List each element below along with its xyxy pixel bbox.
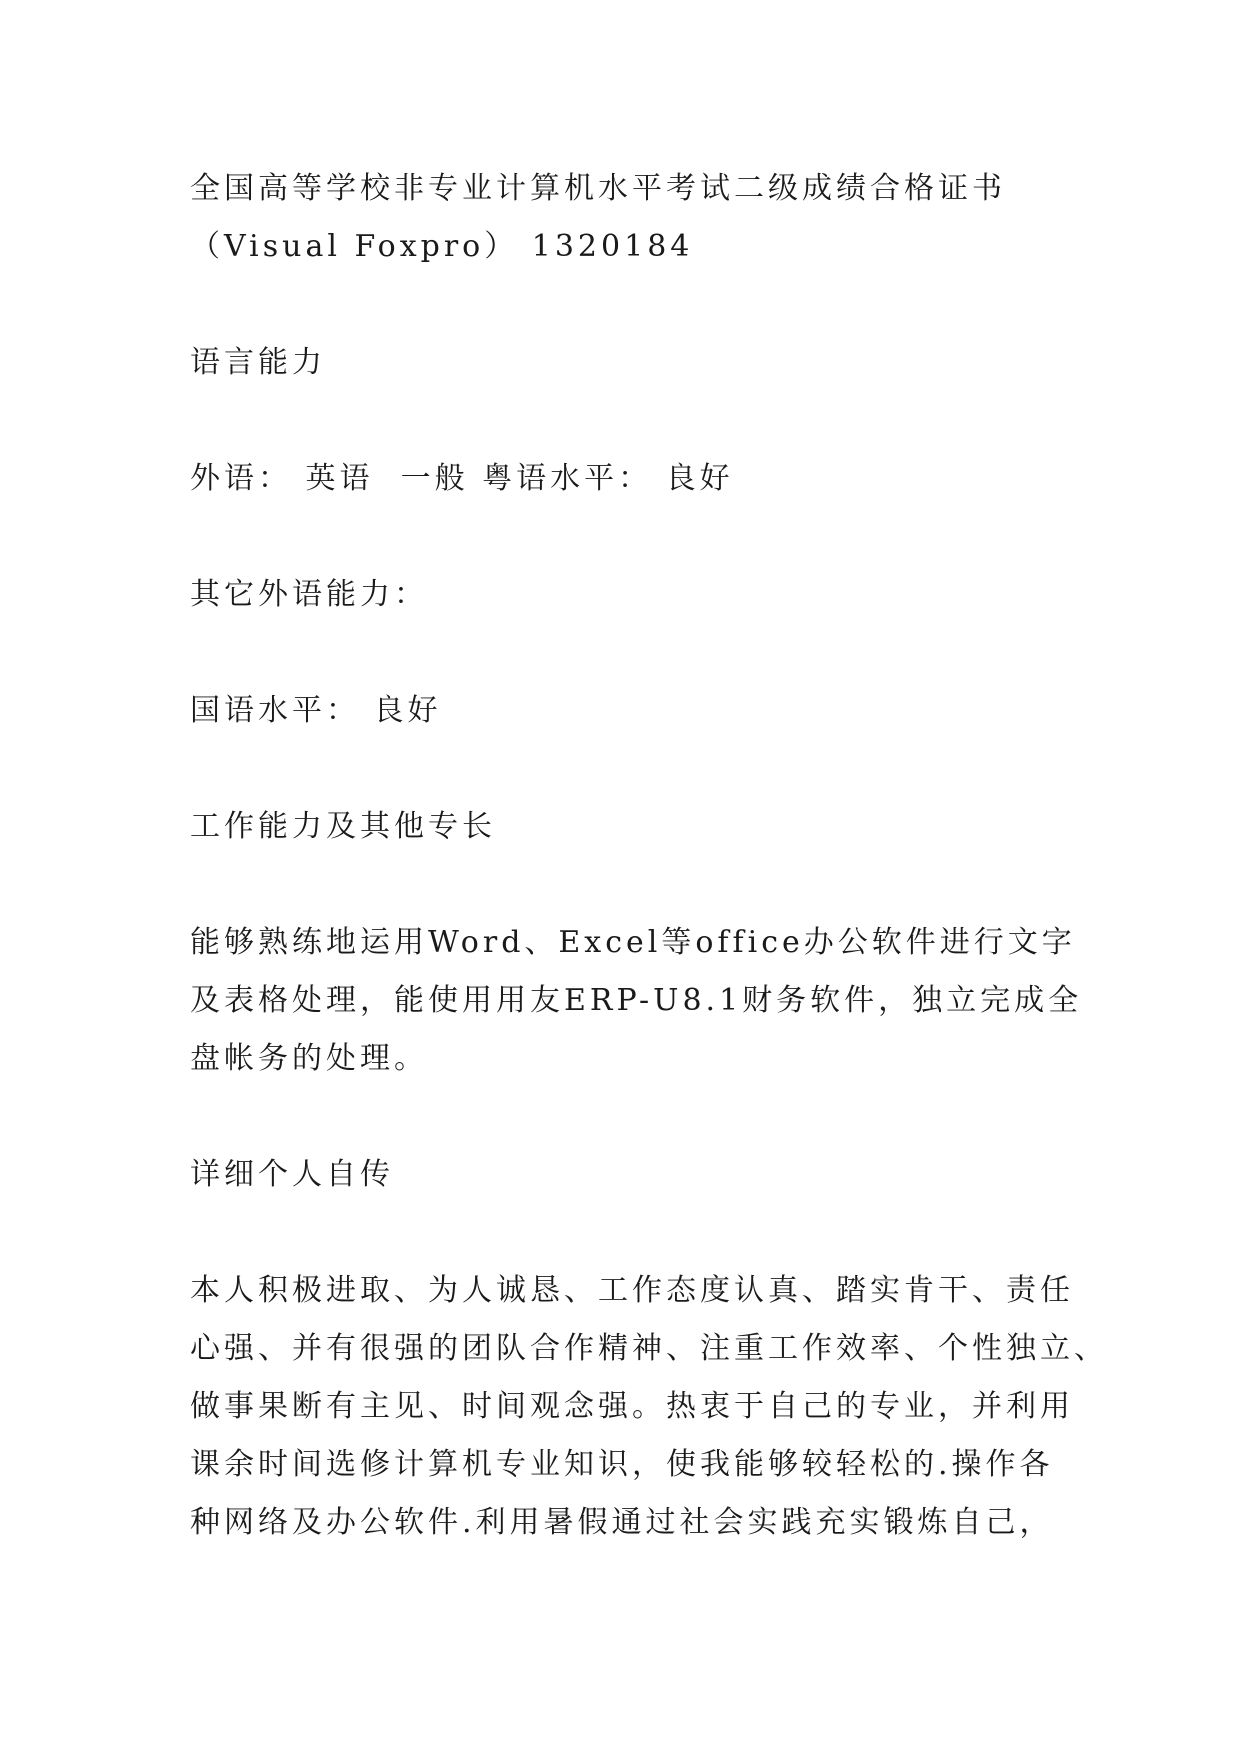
other-language-text: 其它外语能力： [190,577,428,612]
mandarin-paragraph [190,682,1060,740]
autobiography-paragraph [190,1262,1108,1552]
heading-work-ability-text: 工作能力及其他专长 [190,809,496,844]
skills-line-2: 及表格处理，能使用用友ERP-U8.1财务软件，独立完成全 [190,983,1083,1018]
mandarin-text: 国语水平： 良好 [190,693,442,728]
skills-paragraph [190,914,1083,1088]
skills-line-3: 盘帐务的处理。 [190,1041,428,1076]
autobiography-line-3: 做事果断有主见、时间观念强。热衷于自己的专业，并利用 [190,1389,1074,1424]
section-heading-autobiography [190,1146,1060,1204]
section-heading-language [190,334,1060,392]
other-language-paragraph [190,566,1060,624]
foreign-language-paragraph [190,450,1060,508]
autobiography-line-4: 课余时间选修计算机专业知识，使我能够较轻松的.操作各 [190,1447,1054,1482]
document-body [190,160,1108,1610]
certificate-line-2: （Visual Foxpro） 1320184 [190,229,694,264]
autobiography-line-1: 本人积极进取、为人诚恳、工作态度认真、踏实肯干、责任 [190,1273,1074,1308]
skills-line-1: 能够熟练地运用Word、Excel等office办公软件进行文字 [190,925,1076,960]
autobiography-line-2: 心强、并有很强的团队合作精神、注重工作效率、个性独立、 [190,1331,1108,1366]
heading-language-text: 语言能力 [190,345,326,380]
certificate-line-1: 全国高等学校非专业计算机水平考试二级成绩合格证书 [190,171,1006,206]
heading-autobiography-text: 详细个人自传 [190,1157,394,1192]
autobiography-line-5: 种网络及办公软件.利用暑假通过社会实践充实锻炼自己， [190,1505,1054,1540]
section-heading-work-ability [190,798,1060,856]
certificate-paragraph [190,160,1060,276]
foreign-language-text: 外语： 英语 一般 粤语水平： 良好 [190,461,734,496]
